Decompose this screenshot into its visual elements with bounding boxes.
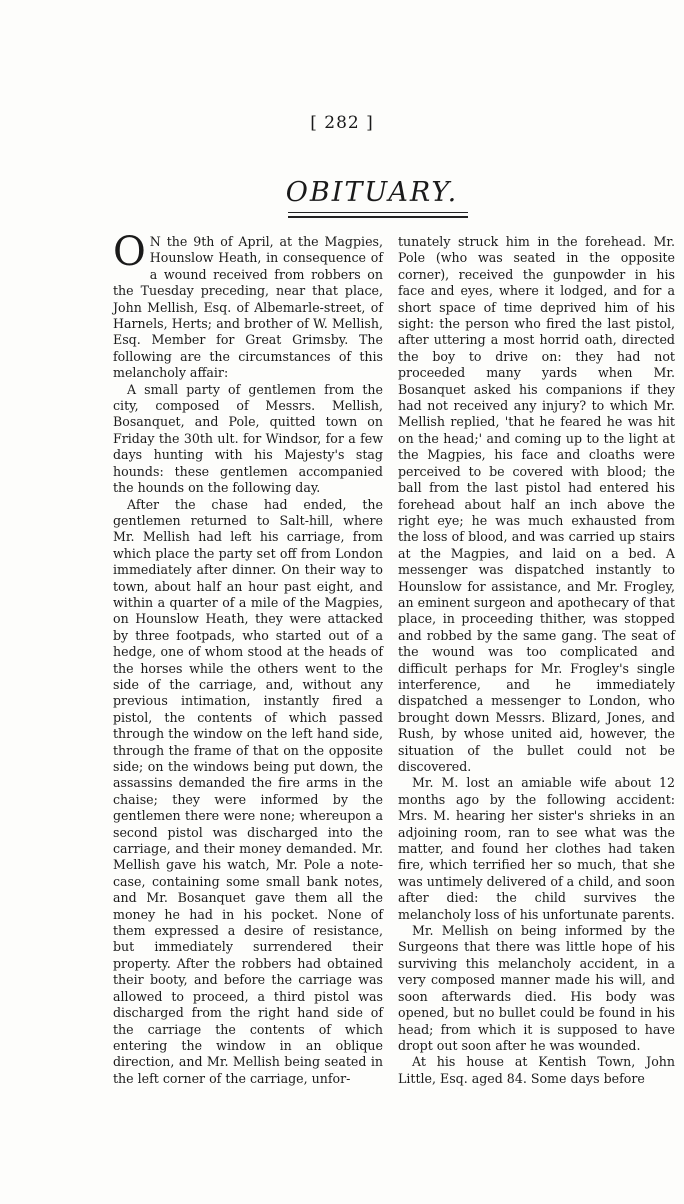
title-rule-thick: [288, 216, 468, 218]
paragraph-5: Mr. Mellish on being informed by the Surgeons that there was little hope of his surviving this melancholy accident, in a very composed manner made his will, and soon afterwards died. His body was opened, but no bullet could be found in his head; from which it is supposed to have dropt out soon after he was wounded.: [398, 923, 675, 1053]
paragraph-1-text: N the 9th of April, at the Magpies, Hounslow Heath, in consequence of a wound received from robbers on the Tuesday preceding, near that place, John Mellish, Esq. of Albemarle-street, of Harnels, Herts; and brother of W. Mellish, Esq. Member for Great Grimsby. The following are the circumstances of this melancholy affair:: [113, 234, 383, 381]
right-column: [398, 234, 675, 1087]
paragraph-3-continued: tunately struck him in the forehead. Mr. Pole (who was seated in the opposite corner), received the gunpowder in his face and eyes, where it lodged, and for a short space of time deprived him of his sight: the person who fired the last pistol, after uttering a most horrid oath, directed the boy to drive on: they had not proceeded many yards when Mr. Bosanquet asked his companions if they had not received any injury? to which Mr. Mellish replied, 'that he feared he was hit on the head;' and coming up to the light at the Magpies, his face and cloaths were perceived to be covered with blood; the ball from the last pistol had entered his forehead about half an inch above the right eye; he was much exhausted from the loss of blood, and was carried up stairs at the Magpies, and laid on a bed. A messenger was dispatched instantly to Hounslow for assistance, and Mr. Frogley, an eminent surgeon and apothecary of that place, in proceeding thither, was stopped and robbed by the same gang. The seat of the wound was too complicated and difficult perhaps for Mr. Frogley's single interference, and he immediately dispatched a messenger to London, who brought down Messrs. Blizard, Jones, and Rush, by whose united aid, however, the situation of the bullet could not be discovered.: [398, 234, 675, 774]
title-rule-thin: [288, 212, 468, 213]
drop-cap: O: [113, 229, 146, 275]
paragraph-1: [113, 229, 383, 382]
left-column: [113, 229, 383, 1087]
page-number: [ 282 ]: [310, 113, 374, 133]
paragraph-6: At his house at Kentish Town, John Little, Esq. aged 84. Some days before: [398, 1054, 675, 1086]
paragraph-4: Mr. M. lost an amiable wife about 12 months ago by the following accident: Mrs. M. hearing her sister's shrieks in an adjoining room, ran to see what was the matter, and found her clothes had taken fire, which terrified her so much, that she was untimely delivered of a child, and soon after died: the child survives the melancholy loss of his unfortunate parents.: [398, 775, 675, 922]
section-title: OBITUARY.: [285, 177, 459, 208]
paragraph-3: After the chase had ended, the gentlemen returned to Salt-hill, where Mr. Mellish had left his carriage, from which place the party set off from London immediately after dinner. On their way to town, about half an hour past eight, and within a quarter of a mile of the Magpies, on Hounslow Heath, they were attacked by three footpads, who started out of a hedge, one of whom stood at the heads of the horses while the others went to the side of the carriage, and, without any previous intimation, instantly fired a pistol, the contents of which passed through the window on the left hand side, through the frame of that on the opposite side; on the windows being put down, the assassins demanded the fire arms in the chaise; they were informed by the gentlemen there were none; whereupon a second pistol was discharged into the carriage, and their money demanded. Mr. Mellish gave his watch, Mr. Pole a note-case, containing some small bank notes, and Mr. Bosanquet gave them all the money he had in his pocket. None of them expressed a desire of resistance, but immediately surrendered their property. After the robbers had obtained their booty, and before the carriage was allowed to proceed, a third pistol was discharged from the right hand side of the carriage the contents of which entering the window in an oblique direction, and Mr. Mellish being seated in the left corner of the carriage, unfor-: [113, 496, 383, 1086]
paragraph-2: A small party of gentlemen from the city, composed of Messrs. Mellish, Bosanquet, and Pole, quitted town on Friday the 30th ult. for Windsor, for a few days hunting with his Majesty's stag hounds: these gentlemen accompanied the hounds on the following day.: [113, 381, 383, 496]
